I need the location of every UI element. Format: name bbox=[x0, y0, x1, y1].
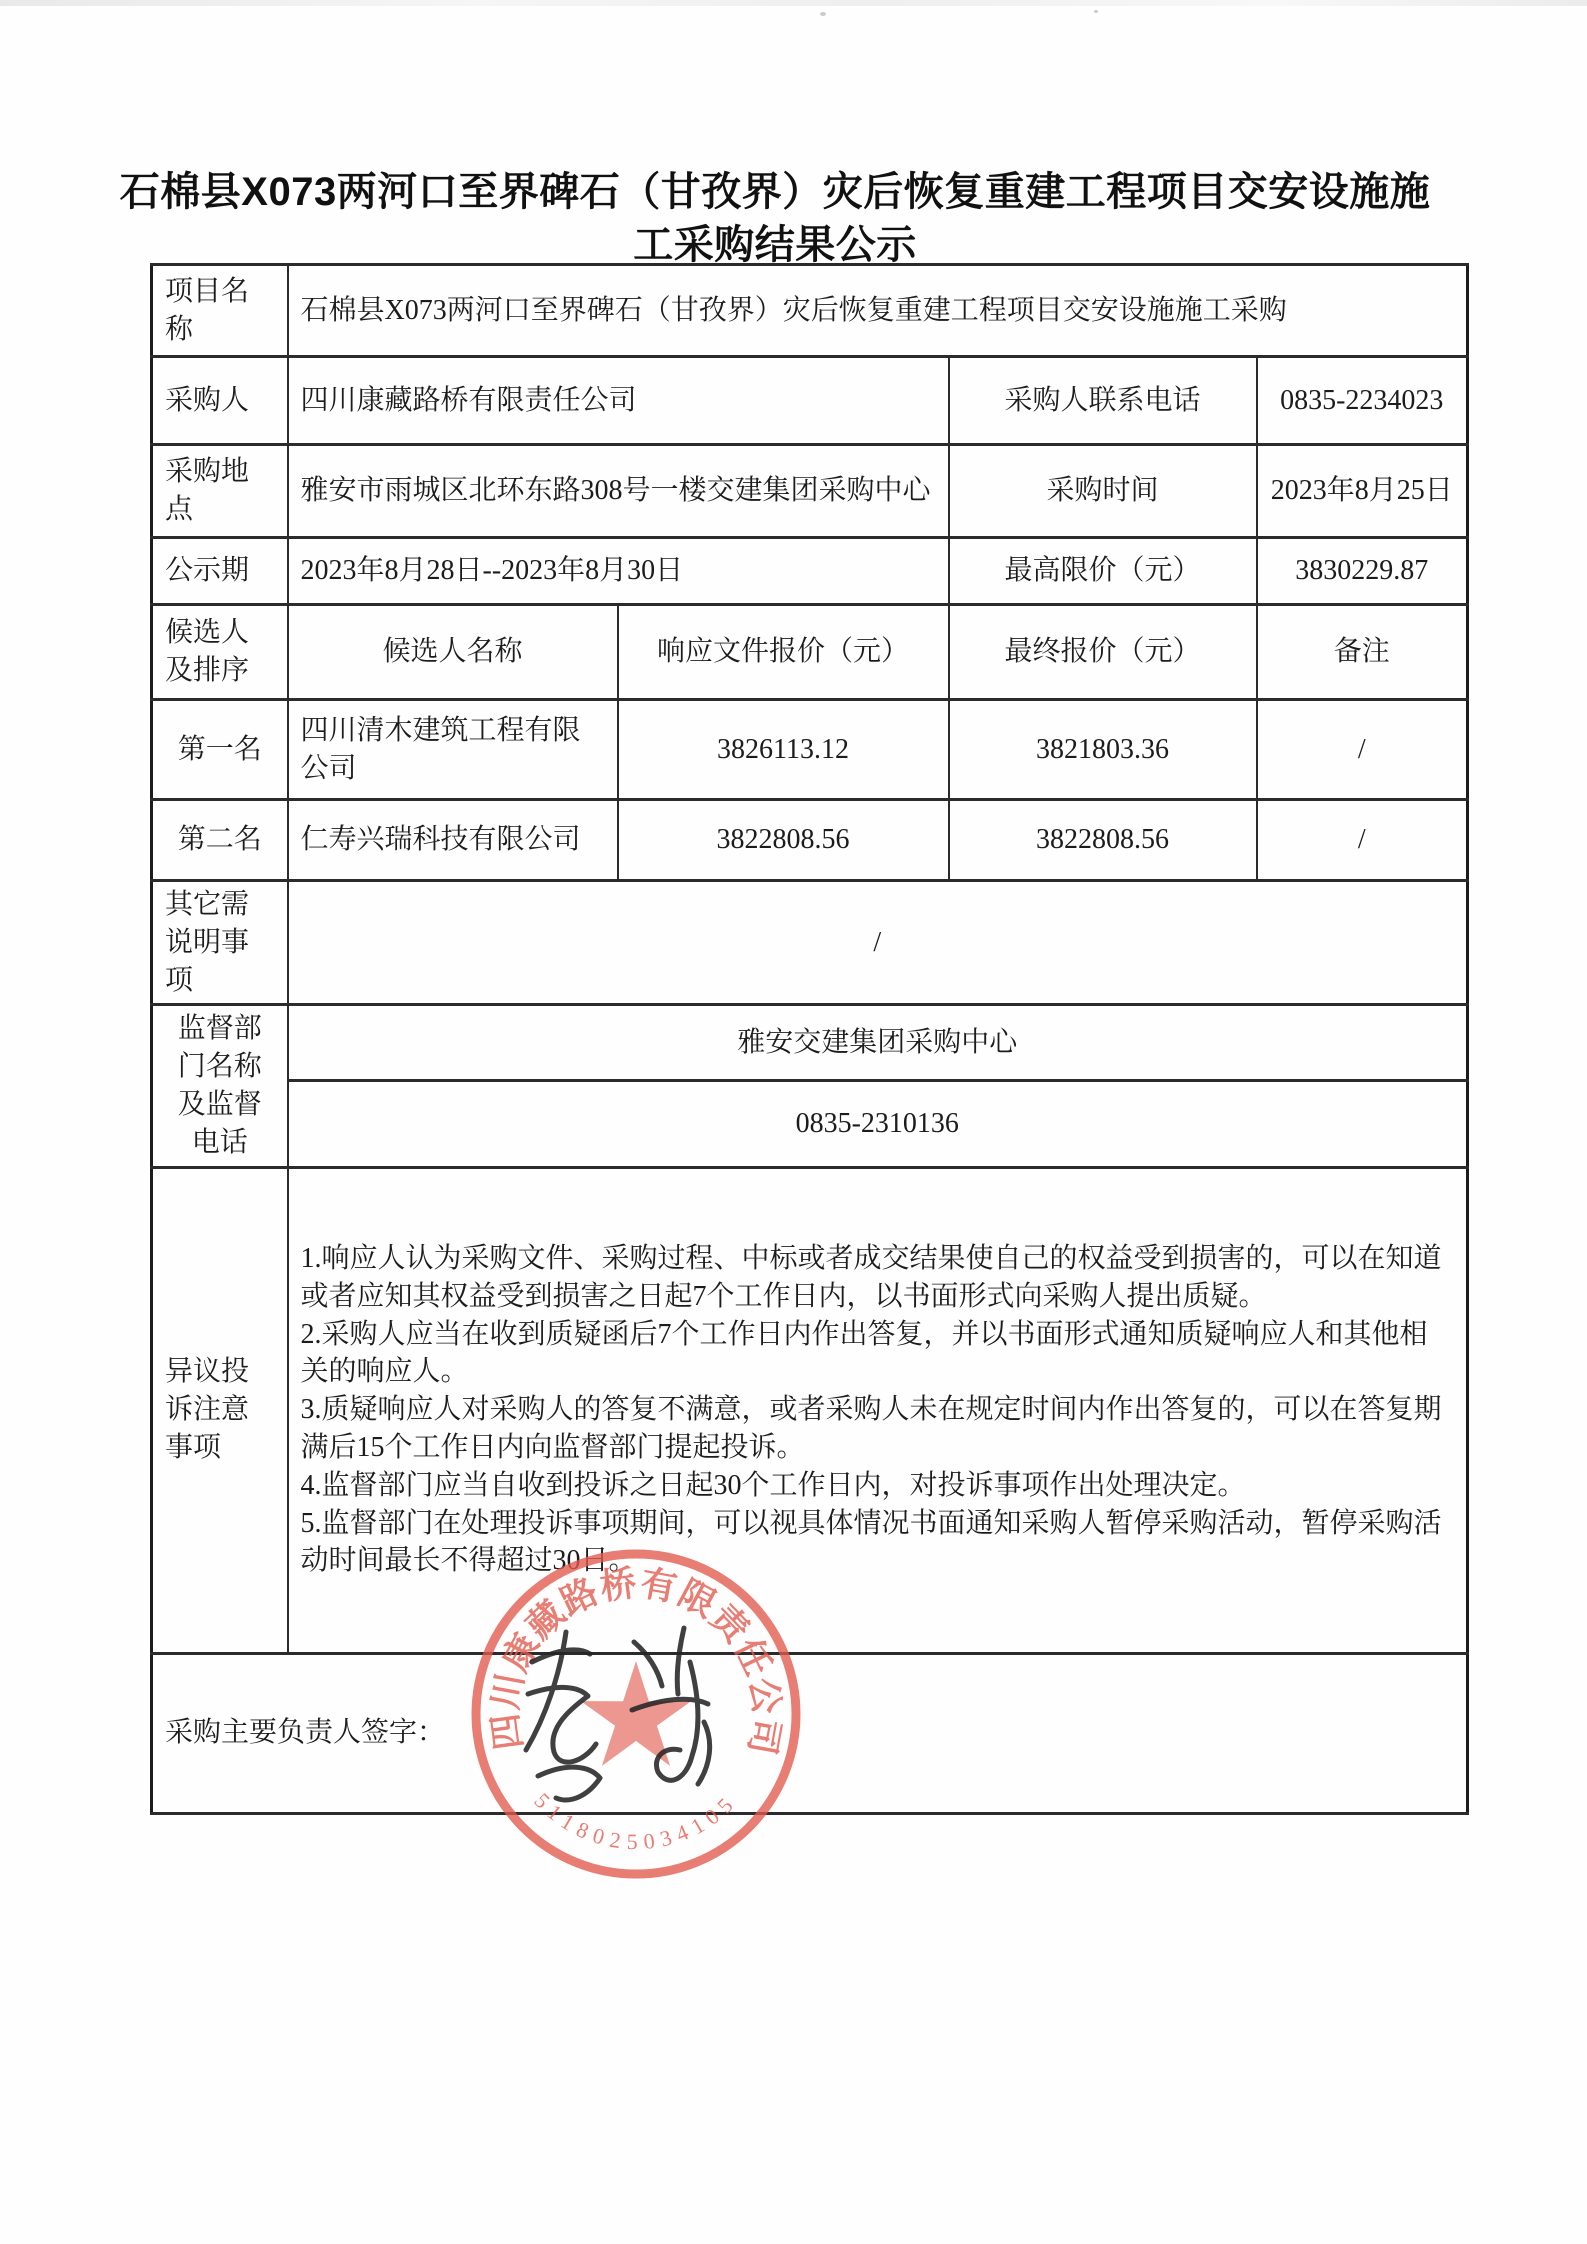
candidate-row bbox=[152, 800, 1468, 881]
time-value: 2023年8月25日 bbox=[1257, 445, 1468, 538]
objection-item: 4.监督部门应当自收到投诉之日起30个工作日内，对投诉事项作出处理决定。 bbox=[300, 1469, 1246, 1501]
row-supervisor-phone bbox=[152, 1081, 1468, 1167]
candidate-row bbox=[152, 700, 1468, 800]
purchaser-value: 四川康藏路桥有限责任公司 bbox=[288, 357, 949, 445]
candidate-rank: 第一名 bbox=[152, 700, 288, 800]
final-price-header: 最终报价（元） bbox=[949, 605, 1257, 700]
location-value: 雅安市雨城区北环东路308号一楼交建集团采购中心 bbox=[288, 445, 949, 538]
row-project-name bbox=[152, 265, 1468, 357]
seal-company-text: 四川康藏路桥有限责任公司 bbox=[484, 1562, 788, 1759]
document-title: 石棉县X073两河口至界碑石（甘孜界）灾后恢复重建工程项目交安设施施工采购结果公示 bbox=[119, 170, 1431, 267]
scan-speck bbox=[820, 12, 826, 16]
objection-item: 3.质疑响应人对采购人的答复不满意，或者采购人未在规定时间内作出答复的，可以在答复期满后15个工作日内向监督部门提起投诉。 bbox=[300, 1394, 1442, 1463]
row-supervisor-name bbox=[152, 1005, 1468, 1081]
seal-number-text: 5118025034105 bbox=[529, 1787, 743, 1855]
other-notes-value: / bbox=[288, 881, 1468, 1005]
purchaser-phone-label: 采购人联系电话 bbox=[949, 357, 1257, 445]
objection-item: 1.响应人认为采购文件、采购过程、中标或者成交结果使自己的权益受到损害的，可以在知道或者应知其权益受到损害之日起7个工作日内，以书面形式向采购人提出质疑。 bbox=[300, 1242, 1442, 1312]
row-objection-notes bbox=[152, 1167, 1468, 1653]
candidate-rank: 第二名 bbox=[152, 800, 288, 881]
candidate-remark: / bbox=[1257, 800, 1468, 881]
objection-content bbox=[288, 1167, 1468, 1653]
row-purchaser bbox=[152, 357, 1468, 445]
supervisor-name-value: 雅安交建集团采购中心 bbox=[288, 1005, 1468, 1081]
objection-item: 2.采购人应当在收到质疑函后7个工作日内作出答复，并以书面形式通知质疑响应人和其他相关的响应人。 bbox=[300, 1318, 1428, 1388]
candidates-label: 候选人及排序 bbox=[152, 605, 288, 700]
objection-item: 5.监督部门在处理投诉事项期间，可以视具体情况书面通知采购人暂停采购活动，暂停采购活动时间最长不得超过30日。 bbox=[300, 1507, 1442, 1577]
max-price-label: 最高限价（元） bbox=[949, 538, 1257, 605]
purchaser-label: 采购人 bbox=[152, 357, 288, 445]
candidate-name-header: 候选人名称 bbox=[288, 605, 618, 700]
candidate-doc-price: 3826113.12 bbox=[618, 700, 949, 800]
row-location bbox=[152, 445, 1468, 538]
max-price-value: 3830229.87 bbox=[1257, 538, 1468, 605]
remark-header: 备注 bbox=[1257, 605, 1468, 700]
project-name-label: 项目名称 bbox=[152, 265, 288, 357]
candidate-name: 四川清木建筑工程有限公司 bbox=[288, 700, 618, 800]
candidate-final-price: 3821803.36 bbox=[949, 700, 1257, 800]
purchaser-phone-value: 0835-2234023 bbox=[1257, 357, 1468, 445]
candidate-remark: / bbox=[1257, 700, 1468, 800]
row-publicity bbox=[152, 538, 1468, 605]
procurement-result-table bbox=[150, 263, 1469, 1815]
candidate-final-price: 3822808.56 bbox=[949, 800, 1257, 881]
row-candidate-header bbox=[152, 605, 1468, 700]
project-name-value: 石棉县X073两河口至界碑石（甘孜界）灾后恢复重建工程项目交安设施施工采购 bbox=[288, 265, 1468, 357]
other-notes-label: 其它需说明事项 bbox=[152, 881, 288, 1005]
location-label: 采购地点 bbox=[152, 445, 288, 538]
publicity-value: 2023年8月28日--2023年8月30日 bbox=[288, 538, 949, 605]
candidate-name: 仁寿兴瑞科技有限公司 bbox=[288, 800, 618, 881]
doc-price-header: 响应文件报价（元） bbox=[618, 605, 949, 700]
objection-label: 异议投诉注意事项 bbox=[152, 1167, 288, 1653]
candidate-doc-price: 3822808.56 bbox=[618, 800, 949, 881]
publicity-label: 公示期 bbox=[152, 538, 288, 605]
row-signature bbox=[152, 1653, 1468, 1813]
supervisor-phone-value: 0835-2310136 bbox=[288, 1081, 1468, 1167]
signature-line-label: 采购主要负责人签字： bbox=[152, 1653, 1468, 1813]
time-label: 采购时间 bbox=[949, 445, 1257, 538]
scan-speck bbox=[1094, 10, 1098, 13]
supervisor-label: 监督部门名称及监督电话 bbox=[152, 1005, 288, 1167]
row-other-notes bbox=[152, 881, 1468, 1005]
scan-artifact-top-band bbox=[0, 0, 1587, 6]
